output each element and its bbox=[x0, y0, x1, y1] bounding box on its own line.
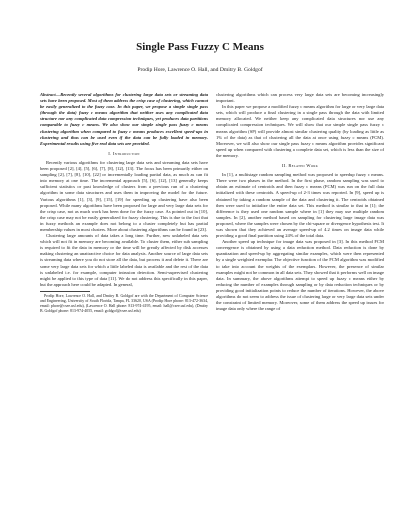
author-footnote: Prodip Hore, Lawrence O. Hall, and Dmitry B. Goldgof are with the Department of Computer Science and Engineering, University of South Florida, Tampa, FL 33620, USA (Prodip Hore phone: 813-472-3634, email: phore@csee.usf.edu), (Lawrence O. Hall phone: 813-974-4195, email: hall@csee.usf.edu), (Dmitry B. Goldgof phone: 813-974-4055, email: goldgof@csee.usf.edu) bbox=[40, 293, 208, 313]
abstract-label: Abstract bbox=[40, 92, 56, 97]
abstract bbox=[40, 92, 208, 147]
related-work-paragraph-2: Another speed up technique for image data was proposed in [3]. In this method FCM convergence is obtained by using a data reduction method. Data reduction is done by quantization and speed-up by aggregating similar examples, which were then represented by a single weighted exemplar. The objective function of the FCM algorithm was modified to take into account the weights of the exemplars. However, the presence of similar examples might not be common in all data sets. They showed that it performs well on image data. In summary, the above algorithms attempt to speed up fuzzy c means either by reducing the number of examples through sampling or by data reduction techniques or by providing good initialization points to reduce the number of iterations. However, the above algorithms do not seem to address the issue of clustering large or very large data sets under the constraint of limited memory. Moreover, some of them address the speed up issues for image data only where the range of bbox=[216, 239, 384, 312]
left-column bbox=[40, 92, 208, 314]
paper-title: Single Pass Fuzzy C Means bbox=[136, 41, 264, 53]
intro-paragraph-continued: clustering algorithms which can process very large data sets are becoming increasingly important. bbox=[216, 92, 384, 104]
abstract-text: —Recently several algorithms for clustering large data sets or streaming data sets have been proposed. Most of them address the crisp case of clustering, which cannot be easily generalized to the fuzzy case. In this paper, we propose a simple single pass (through the data) fuzzy c means algorithm that neither uses any complicated data structure nor any complicated data compression techniques, yet produces data partitions comparable to fuzzy c means. We also show our simple single pass fuzzy c means clustering algorithm when compared to fuzzy c means produces excellent speed-ups in clustering and thus can be used even if the data can be fully loaded in memory. Experimental results using five real data sets are provided. bbox=[40, 92, 208, 146]
related-work-paragraph-1: In [1], a multistage random sampling method was proposed to speedup fuzzy c means. There were two phases in the method. In the first phase, random sampling was used to obtain an estimate of centroids and then fuzzy c means (FCM) was run on the full data initialized with these centroids. A speed-up of 2-3 times was reported. In [9], speed up is obtained by taking a random sample of the data and clustering it. The centroids obtained then were used to initialize the entire data set. This method is similar to that in [1]; the difference is they used one random sample where in [1] they may use multiple random samples. In [2], another method based on sampling for clustering large image data was proposed, where the samples were chosen by the chi-square or divergence hypothesis test. It was shown that they achieved an average speed-up of 4.2 times on image data while providing a good final partition using 24% of the total data. bbox=[216, 172, 384, 239]
section-heading-introduction: I. Introduction bbox=[108, 150, 140, 156]
intro-paragraph-1: Recently various algorithms for clustering large data sets and streaming data sets have been proposed [2], [4], [5], [6], [7], [8], [12], [13]. The focus has been primarily either on sampling [2], [7], [8], [10], [22] or incrementally loading partial data, as much as can fit into memory at one time. The incremental approach [5], [6], [12], [13] generally keeps sufficient statistics or past knowledge of clusters from a previous run of a clustering algorithm in some data structures and uses them in improving the model for the future. Various algorithms [1], [3], [9], [15], [19] for speeding up clustering have also been proposed. While many algorithms have been proposed for large and very large data sets for the crisp case, not as much work has been done for the fuzzy case. As pointed out in [10], the crisp case may not be easily generalized for fuzzy clustering. This is due to the fact that in fuzzy methods an example does not belong to a cluster completely but has partial membership values in most clusters. More about clustering algorithms can be found in [23]. bbox=[40, 159, 208, 232]
intro-paragraph-2: Clustering large amounts of data takes a long time. Further, new unlabeled data sets which will not fit in memory are becoming available. To cluster them, either sub sampling is required to fit the data in memory or the time will be greatly affected by disk accesses making clustering an unattractive choice for data analysis. Another source of large data sets is streaming data where you do not store all the data, but process it and delete it. There are some very large data sets for which a little labeled data is available and the rest of the data is unlabeled i.e. for example, computer intrusion detection. Semi-supervised clustering might be applied to this type of data [11]. We do not address this specifically in this paper, but the approach here could be adapted. In general, bbox=[40, 233, 208, 287]
intro-paragraph-3: In this paper we propose a modified fuzzy c means algorithm for large or very large data sets, which will produce a final clustering in a single pass through the data with limited memory allocated. We neither keep any complicated data structures nor use any complicated compression techniques. We will show that our simple single pass fuzzy c means algorithm (SP) will provide almost similar clustering quality (by loading as little as 1% of the data) as that of clustering all the data at once using fuzzy c means (FCM). Moreover, we will also show our single pass fuzzy c means algorithm provides significant speed up when compared with clustering a complete data set, which is less than the size of the memory. bbox=[216, 104, 384, 158]
paper-authors: Prodip Hore, Lawrence O. Hall, and Dmitry B. Goldgof bbox=[137, 67, 263, 73]
footnote-divider bbox=[40, 291, 90, 292]
right-column bbox=[216, 92, 384, 312]
section-heading-related-work: II. Related Work bbox=[281, 163, 319, 169]
